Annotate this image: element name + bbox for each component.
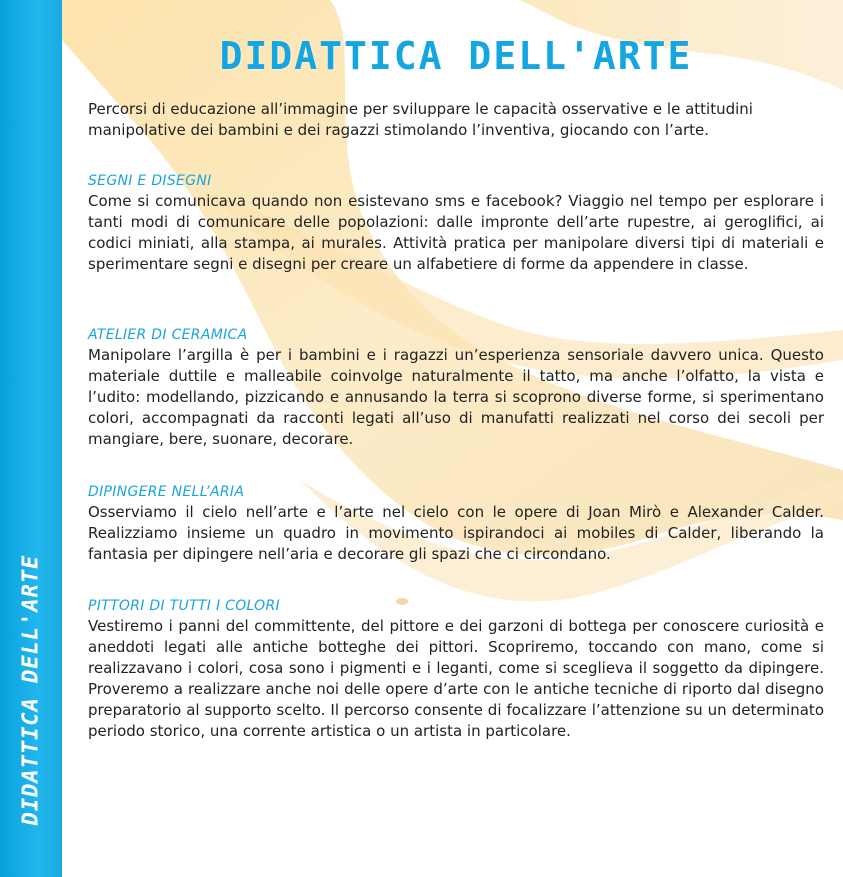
section-body: Osserviamo il cielo nell’arte e l’arte nel cielo con le opere di Joan Mirò e Alexander Calder. Realizziamo insieme un quadro in movimento ispirandoci ai mobiles di Calder, liberando la fantasia per dipingere nell’aria e decorare gli spazi che ci circondano. — [88, 503, 824, 563]
section-dipingere-nell-aria — [88, 483, 824, 565]
intro-paragraph: Percorsi di educazione all’immagine per sviluppare le capacità osservative e le attitudini manipolative dei bambini e dei ragazzi stimolando l’inventiva, giocando con l’arte. — [88, 100, 753, 139]
section-segni-e-disegni — [88, 172, 824, 275]
side-title: DIDATTICA DELL'ARTE — [18, 554, 44, 826]
section-heading: DIPINGERE NELL’ARIA — [88, 484, 245, 500]
section-pittori-di-tutti-i-colori — [88, 597, 824, 742]
section-body: Vestiremo i panni del committente, del pittore e dei garzoni di bottega per conoscere curiosità e aneddoti legati alle antiche botteghe dei pittori. Scopriremo, toccando con mano, come si realizzavano i colori, cosa sono i pigmenti e i leganti, come si sceglieva il soggetto da dipingere. Proveremo a realizzare anche noi delle opere d’arte con le antiche tecniche di riporto dal disegno preparatorio al supporto scelto. Il percorso consente di focalizzare l’attenzione su un determinato periodo storico, una corrente artistica o un artista in particolare. — [88, 617, 824, 740]
section-body: Manipolare l’argilla è per i bambini e i ragazzi un’esperienza sensoriale davvero unica. Questo materiale duttile e malleabile coinvolge naturalmente il tatto, ma anche l’olfatto, la vista e l’udito: modellando, pizzicando e annusando la terra si scoprono diverse forme, si sperimentano colori, accompagnati da racconti legati all’uso di manufatti realizzati nel corso dei secoli per mangiare, bere, suonare, decorare. — [88, 346, 824, 448]
section-body: Come si comunicava quando non esistevano sms e facebook? Viaggio nel tempo per esplorare i tanti modi di comunicare delle popolazioni: dalle impronte dell’arte rupestre, ai geroglifici, ai codici miniati, alla stampa, ai murales. Attività pratica per manipolare diversi tipi di materiali e sperimentare segni e disegni per creare un alfabetiere di forme da appendere in classe. — [88, 192, 824, 273]
section-heading: PITTORI DI TUTTI I COLORI — [88, 598, 280, 614]
page-title: DIDATTICA DELL'ARTE — [219, 34, 693, 78]
section-heading: ATELIER DI CERAMICA — [88, 327, 248, 343]
side-strip — [0, 0, 62, 877]
section-atelier-di-ceramica — [88, 326, 824, 450]
section-heading: SEGNI E DISEGNI — [88, 173, 212, 189]
